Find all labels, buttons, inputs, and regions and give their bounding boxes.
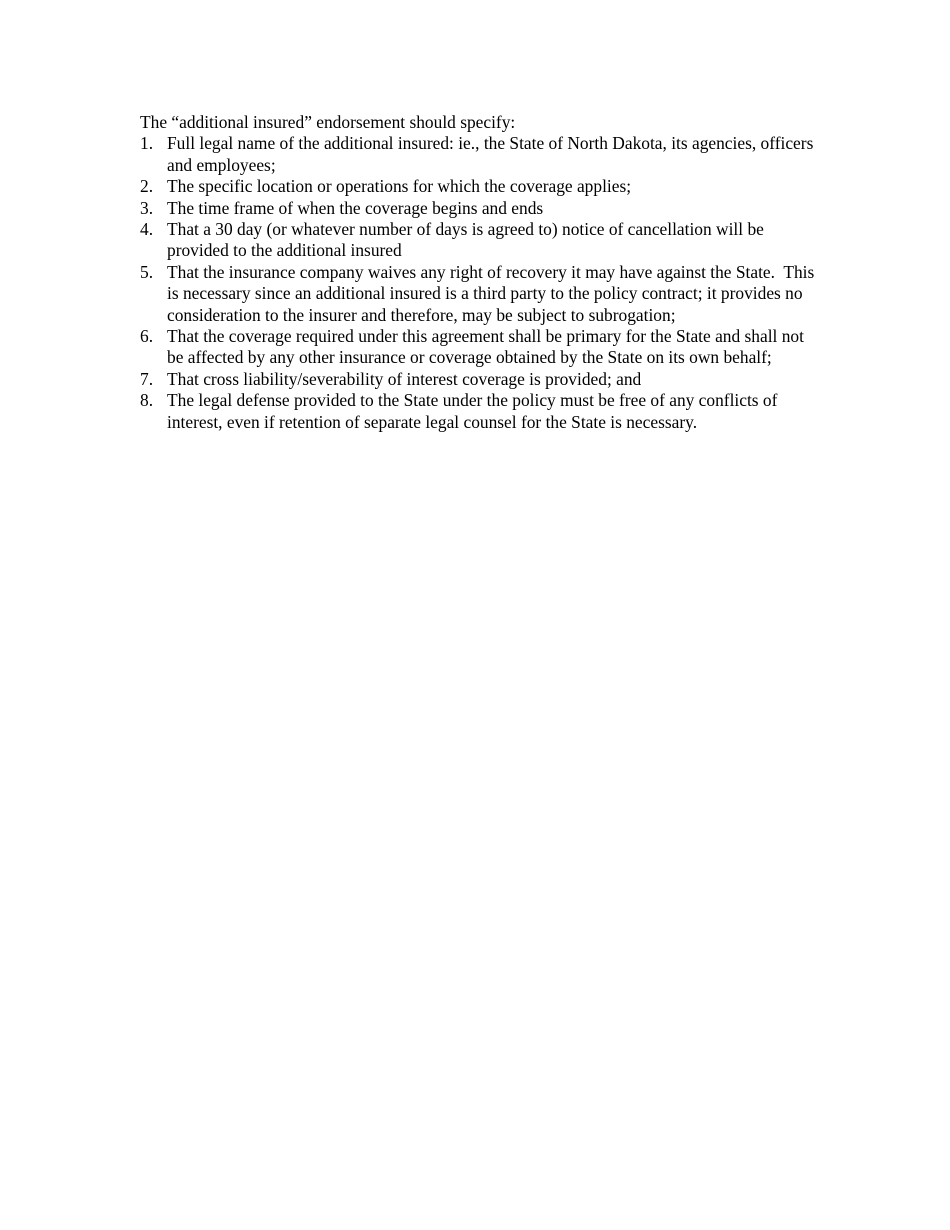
list-item-number: 2.: [140, 176, 154, 197]
list-item-number: 7.: [140, 368, 154, 389]
list-item-text: That a 30 day (or whatever number of days is agreed to) notice of cancellation will be provided to the additional insured: [167, 219, 769, 261]
list-item: [140, 176, 820, 197]
requirements-list: [140, 133, 820, 433]
list-item: [140, 198, 820, 219]
list-item-text: Full legal name of the additional insured: ie., the State of North Dakota, its agencies, officers and employees;: [167, 133, 818, 175]
list-item: [140, 369, 820, 390]
document-body: [140, 112, 820, 433]
list-item: [140, 326, 820, 369]
intro-paragraph: The “additional insured” endorsement should specify:: [140, 112, 516, 132]
list-item: [140, 219, 820, 262]
list-item-text: That the coverage required under this agreement shall be primary for the State and shall not be affected by any other insurance or coverage obtained by the State on its own behalf;: [167, 326, 809, 368]
list-item-text: That the insurance company waives any right of recovery it may have against the State. This is necessary since an additional insured is a third party to the policy contract; it provides no consideration to the insurer and therefore, may be subject to subrogation;: [167, 261, 819, 325]
list-item-number: 4.: [140, 219, 154, 240]
list-item-number: 5.: [140, 261, 154, 282]
list-item-number: 8.: [140, 390, 154, 411]
list-item-text: That cross liability/severability of interest coverage is provided; and: [167, 368, 642, 389]
list-item: [140, 133, 820, 176]
list-item-text: The legal defense provided to the State under the policy must be free of any conflicts of interest, even if retention of separate legal counsel for the State is necessary.: [167, 390, 782, 432]
list-item-number: 6.: [140, 326, 154, 347]
list-item-text: The specific location or operations for which the coverage applies;: [167, 176, 632, 197]
list-item: [140, 390, 820, 433]
list-item: [140, 262, 820, 326]
list-item-number: 1.: [140, 133, 154, 154]
list-item-number: 3.: [140, 197, 154, 218]
list-item-text: The time frame of when the coverage begins and ends: [167, 197, 544, 218]
